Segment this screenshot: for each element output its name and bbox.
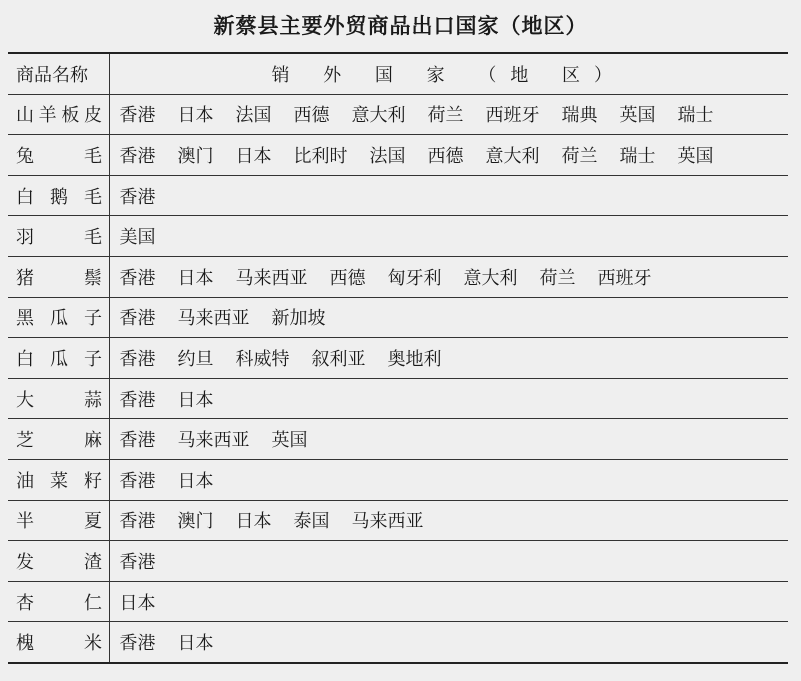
table-row <box>8 175 788 216</box>
commodity-name-char: 兔 <box>16 145 34 167</box>
commodity-name-char: 鹅 <box>50 186 68 208</box>
commodity-name-char: 仁 <box>84 592 102 614</box>
country-name: 马来西亚 <box>235 267 308 289</box>
commodity-name-char: 黑 <box>16 308 34 330</box>
export-countries-cell <box>109 175 788 216</box>
export-countries-cell <box>109 459 788 500</box>
commodity-name-char: 蒜 <box>84 389 102 411</box>
table-row <box>8 338 788 379</box>
commodity-name-char: 渣 <box>84 551 102 573</box>
country-name: 英国 <box>619 105 656 127</box>
export-countries-cell <box>109 581 788 622</box>
country-name: 科威特 <box>235 348 290 370</box>
country-name: 香港 <box>119 511 156 533</box>
country-name: 日本 <box>177 633 214 655</box>
commodity-name-char: 白 <box>16 348 34 370</box>
country-name: 日本 <box>177 105 214 127</box>
commodity-name-char: 夏 <box>84 511 102 533</box>
export-countries-cell <box>109 541 788 582</box>
country-name: 瑞典 <box>561 105 598 127</box>
country-name: 香港 <box>119 551 156 573</box>
table-row <box>8 297 788 338</box>
commodity-name-char: 毛 <box>84 145 102 167</box>
commodity-name-char: 猪 <box>16 267 34 289</box>
commodity-name-cell <box>8 297 109 338</box>
country-name: 法国 <box>235 105 272 127</box>
country-name: 美国 <box>119 227 156 249</box>
commodity-name-char: 瓜 <box>50 348 68 370</box>
country-name: 泰国 <box>293 511 330 533</box>
export-countries-cell <box>109 419 788 460</box>
table-row <box>8 378 788 419</box>
country-name: 西德 <box>329 267 366 289</box>
commodity-name <box>16 223 102 249</box>
country-name: 马来西亚 <box>177 430 250 452</box>
commodity-name-char: 半 <box>16 511 34 533</box>
country-name: 香港 <box>119 389 156 411</box>
commodity-name-cell <box>8 541 109 582</box>
country-name: 香港 <box>119 105 156 127</box>
export-countries-cell <box>109 135 788 176</box>
commodity-name-cell <box>8 338 109 379</box>
country-name: 叙利亚 <box>311 348 366 370</box>
header-commodity-name-text: 商品名称 <box>16 64 88 86</box>
table-row <box>8 541 788 582</box>
commodity-name-char: 皮 <box>83 105 102 127</box>
commodity-name-char: 鬃 <box>84 267 102 289</box>
country-name: 日本 <box>119 592 156 614</box>
country-name: 香港 <box>119 186 156 208</box>
commodity-name <box>16 304 102 330</box>
export-countries-cell <box>109 378 788 419</box>
country-name: 匈牙利 <box>387 267 442 289</box>
commodity-name-char: 槐 <box>16 633 34 655</box>
country-name: 法国 <box>369 145 406 167</box>
country-name: 澳门 <box>177 145 214 167</box>
country-name: 香港 <box>119 267 156 289</box>
table-row <box>8 135 788 176</box>
country-name: 西班牙 <box>485 105 540 127</box>
country-name: 荷兰 <box>539 267 576 289</box>
export-countries-cell <box>109 256 788 297</box>
country-name: 荷兰 <box>427 105 464 127</box>
export-table <box>8 52 788 664</box>
country-name: 日本 <box>235 145 272 167</box>
country-name: 荷兰 <box>561 145 598 167</box>
commodity-name <box>16 629 102 655</box>
country-name: 意大利 <box>351 105 406 127</box>
country-name: 西德 <box>293 105 330 127</box>
commodity-name-char: 杏 <box>16 592 34 614</box>
commodity-name-cell <box>8 500 109 541</box>
table-row <box>8 256 788 297</box>
country-name: 日本 <box>177 470 214 492</box>
country-name: 马来西亚 <box>351 511 424 533</box>
commodity-name-cell <box>8 256 109 297</box>
table-row <box>8 459 788 500</box>
commodity-name <box>16 467 102 493</box>
country-name: 日本 <box>177 267 214 289</box>
commodity-name-char: 子 <box>84 348 102 370</box>
country-name: 澳门 <box>177 511 214 533</box>
commodity-name <box>16 264 102 290</box>
export-countries-cell <box>109 500 788 541</box>
commodity-name-char: 大 <box>16 389 34 411</box>
commodity-name <box>16 426 102 452</box>
commodity-name-char: 菜 <box>50 470 68 492</box>
country-name: 英国 <box>271 430 308 452</box>
commodity-name <box>16 548 102 574</box>
table-row <box>8 94 788 135</box>
commodity-name-cell <box>8 135 109 176</box>
commodity-name <box>16 101 102 127</box>
commodity-name-char: 白 <box>16 186 34 208</box>
commodity-name-char: 米 <box>84 633 102 655</box>
commodity-name-cell <box>8 459 109 500</box>
commodity-name-char: 羊 <box>38 105 57 127</box>
commodity-name-cell <box>8 419 109 460</box>
commodity-name-char: 麻 <box>84 430 102 452</box>
table-row <box>8 419 788 460</box>
country-name: 香港 <box>119 633 156 655</box>
commodity-name-char: 毛 <box>84 186 102 208</box>
commodity-name-char: 毛 <box>84 227 102 249</box>
commodity-name-char: 羽 <box>16 227 34 249</box>
commodity-name-char: 板 <box>61 105 80 127</box>
export-countries-cell <box>109 297 788 338</box>
country-name: 马来西亚 <box>177 308 250 330</box>
commodity-name-char: 瓜 <box>50 308 68 330</box>
country-name: 西德 <box>427 145 464 167</box>
table-row <box>8 581 788 622</box>
commodity-name-cell <box>8 94 109 135</box>
country-name: 香港 <box>119 308 156 330</box>
commodity-name-cell <box>8 378 109 419</box>
table-header-row <box>8 53 788 94</box>
commodity-name-cell <box>8 175 109 216</box>
country-name: 西班牙 <box>597 267 652 289</box>
export-countries-cell <box>109 622 788 663</box>
country-name: 瑞士 <box>619 145 656 167</box>
page-title: 新蔡县主要外贸商品出口国家（地区） <box>213 14 588 38</box>
table-body <box>8 94 788 663</box>
export-countries-cell <box>109 94 788 135</box>
country-name: 香港 <box>119 348 156 370</box>
table-row <box>8 500 788 541</box>
country-name: 香港 <box>119 430 156 452</box>
country-name: 约旦 <box>177 348 214 370</box>
table-row <box>8 216 788 257</box>
country-name: 意大利 <box>463 267 518 289</box>
country-name: 意大利 <box>485 145 540 167</box>
commodity-name-char: 油 <box>16 470 34 492</box>
commodity-name-char: 发 <box>16 551 34 573</box>
commodity-name-cell <box>8 216 109 257</box>
commodity-name-char: 籽 <box>84 470 102 492</box>
country-name: 奥地利 <box>387 348 442 370</box>
country-name: 日本 <box>177 389 214 411</box>
commodity-name <box>16 142 102 168</box>
commodity-name-cell <box>8 581 109 622</box>
commodity-name-char: 芝 <box>16 430 34 452</box>
country-name: 香港 <box>119 145 156 167</box>
table-row <box>8 622 788 663</box>
header-commodity-name <box>8 53 109 94</box>
header-export-countries: 销 外 国 家 （地 区） <box>109 53 788 94</box>
country-name: 比利时 <box>293 145 348 167</box>
country-name: 日本 <box>235 511 272 533</box>
commodity-name <box>16 507 102 533</box>
commodity-name <box>16 183 102 209</box>
commodity-name-char: 山 <box>16 105 34 127</box>
country-name: 英国 <box>677 145 714 167</box>
commodity-name-char: 子 <box>84 308 102 330</box>
commodity-name <box>16 589 102 615</box>
commodity-name <box>16 345 102 371</box>
country-name: 香港 <box>119 470 156 492</box>
commodity-name <box>16 386 102 412</box>
commodity-name-cell <box>8 622 109 663</box>
export-countries-cell <box>109 338 788 379</box>
country-name: 瑞士 <box>677 105 714 127</box>
country-name: 新加坡 <box>271 308 326 330</box>
export-countries-cell <box>109 216 788 257</box>
